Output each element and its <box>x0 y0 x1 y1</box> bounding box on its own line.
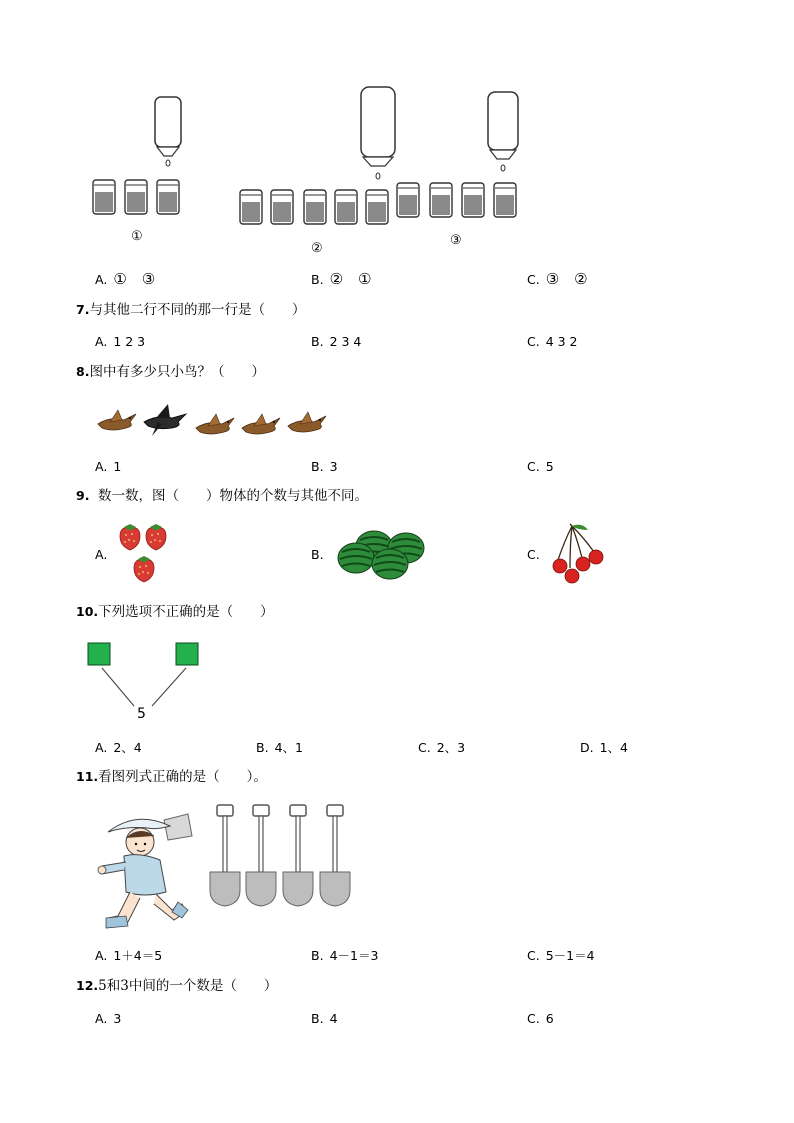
shovel-icon <box>210 805 240 906</box>
option-letter: A. <box>95 272 108 287</box>
q6-bottle-cups-figure <box>0 0 794 300</box>
q12-option-a[interactable] <box>95 1011 121 1027</box>
option-value: 1＋4＝5 <box>113 948 163 963</box>
cups-group-3 <box>397 183 516 217</box>
cherry-icon <box>553 559 567 573</box>
q10-option-c[interactable] <box>418 740 465 756</box>
option-letter: B. <box>311 272 324 287</box>
option-letter: B. <box>311 459 324 474</box>
option-letter: C. <box>527 459 540 474</box>
question-number: 7. <box>76 302 90 317</box>
q10-number-bond-figure <box>80 636 220 728</box>
question-text: 与其他二行不同的那一行是（ ） <box>89 302 306 318</box>
q6-option-a[interactable] <box>95 271 155 288</box>
cups-group-2 <box>240 190 388 224</box>
option-letter: C. <box>527 547 540 562</box>
question-text: 下列选项不正确的是（ ） <box>98 604 274 620</box>
q10-total-number: 5 <box>137 706 146 722</box>
q9-stem <box>76 488 368 504</box>
question-text: 图中有多少只小鸟？（ ） <box>89 364 265 380</box>
q8-option-c[interactable] <box>527 459 554 475</box>
option-letter: C. <box>418 740 431 755</box>
bottle-2 <box>361 87 395 179</box>
option-value: 2、3 <box>436 740 466 755</box>
q9-option-b[interactable] <box>311 547 324 563</box>
q10-option-d[interactable] <box>580 740 628 756</box>
option-value: 2 3 4 <box>329 334 362 349</box>
q10-option-a[interactable] <box>95 740 142 756</box>
q9-strawberries-figure <box>118 522 170 586</box>
option-value: ③ ② <box>545 270 588 288</box>
option-letter: D. <box>580 740 594 755</box>
shovel-icon <box>320 805 350 906</box>
q12-option-c[interactable] <box>527 1011 554 1027</box>
cherry-icon <box>589 550 603 564</box>
option-value: 5 <box>545 459 554 474</box>
bottle-3 <box>488 92 518 171</box>
option-value: 1 2 3 <box>113 334 146 349</box>
option-letter: B. <box>256 740 269 755</box>
option-value: 4、1 <box>274 740 303 755</box>
shovel-icon <box>246 805 276 906</box>
q8-option-b[interactable] <box>311 459 338 475</box>
boy-with-shovel-icon <box>98 814 192 928</box>
option-value: 1 <box>113 459 122 474</box>
question-text: 数一数，图（ ）物体的个数与其他不同。 <box>98 488 369 504</box>
q8-birds-figure <box>96 400 336 440</box>
q9-option-a[interactable] <box>95 547 107 563</box>
question-number: 8. <box>76 364 90 379</box>
option-letter: A. <box>95 459 108 474</box>
bird-icon <box>196 414 234 434</box>
q7-option-b[interactable] <box>311 334 361 350</box>
q12-stem <box>76 978 277 994</box>
option-letter: B. <box>311 547 324 562</box>
q10-option-b[interactable] <box>256 740 303 756</box>
cherry-icon <box>565 569 579 583</box>
q11-option-c[interactable] <box>527 948 595 964</box>
bird-icon <box>144 404 186 436</box>
bird-icon <box>288 412 326 432</box>
question-number: 10. <box>76 604 99 619</box>
option-letter: A. <box>95 334 108 349</box>
watermelon-icon <box>372 549 408 579</box>
option-letter: A. <box>95 1011 108 1026</box>
bird-icon <box>242 414 280 434</box>
q11-stem <box>76 769 267 785</box>
strawberry-icon <box>120 524 140 550</box>
shovel-icon <box>283 805 313 906</box>
q9-option-c[interactable] <box>527 547 540 563</box>
q6-option-b[interactable] <box>311 271 371 288</box>
question-text: 看图列式正确的是（ ）。 <box>98 769 267 785</box>
option-letter: C. <box>527 1011 540 1026</box>
watermelon-icon <box>338 543 374 573</box>
q11-option-b[interactable] <box>311 948 378 964</box>
green-square-right <box>176 643 198 665</box>
q7-option-c[interactable] <box>527 334 578 350</box>
cherry-icon <box>576 557 590 571</box>
bird-icon <box>98 410 136 430</box>
option-letter: C. <box>527 272 540 287</box>
q9-watermelons-figure <box>336 528 428 582</box>
option-value: ① ③ <box>113 270 156 288</box>
bottle-1 <box>155 97 181 166</box>
q8-option-a[interactable] <box>95 459 121 475</box>
q12-option-b[interactable] <box>311 1011 338 1027</box>
q6-label-1: ① <box>131 229 143 244</box>
question-number: 11. <box>76 769 99 784</box>
q11-option-a[interactable] <box>95 948 162 964</box>
option-value: 5－1＝4 <box>545 948 595 963</box>
option-value: 1、4 <box>599 740 629 755</box>
option-value: 4 <box>329 1011 338 1026</box>
q7-stem <box>76 302 305 318</box>
option-letter: A. <box>95 547 108 562</box>
question-text: 5和3中间的一个数是（ ） <box>98 978 278 994</box>
option-value: 2、4 <box>113 740 142 755</box>
question-number: 12. <box>76 978 99 993</box>
option-value: ② ① <box>329 270 372 288</box>
option-letter: B. <box>311 948 324 963</box>
option-letter: A. <box>95 740 108 755</box>
strawberry-icon <box>134 556 154 582</box>
q11-boy-shovels-figure <box>96 800 356 940</box>
option-value: 3 <box>329 459 338 474</box>
q10-stem <box>76 604 274 620</box>
option-value: 4 3 2 <box>545 334 578 349</box>
option-letter: A. <box>95 948 108 963</box>
q6-option-c[interactable] <box>527 271 588 288</box>
cups-group-1 <box>93 180 179 214</box>
green-square-left <box>88 643 110 665</box>
q6-label-2: ② <box>311 241 323 256</box>
option-value: 6 <box>545 1011 554 1026</box>
q9-cherries-figure <box>550 522 610 588</box>
option-letter: C. <box>527 948 540 963</box>
option-letter: C. <box>527 334 540 349</box>
strawberry-icon <box>146 524 166 550</box>
question-number: 9. <box>76 488 90 503</box>
option-letter: B. <box>311 1011 324 1026</box>
option-value: 4－1＝3 <box>329 948 379 963</box>
q7-option-a[interactable] <box>95 334 145 350</box>
option-letter: B. <box>311 334 324 349</box>
q6-label-3: ③ <box>450 233 462 248</box>
q8-stem <box>76 364 265 380</box>
option-value: 3 <box>113 1011 122 1026</box>
